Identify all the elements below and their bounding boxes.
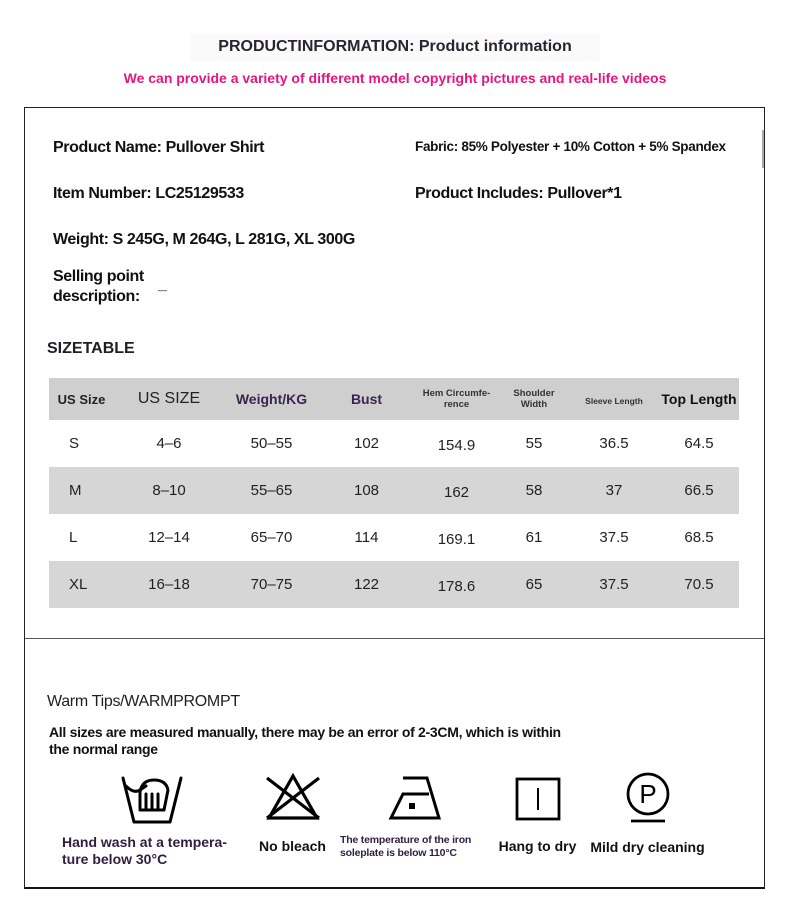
iron-low-icon xyxy=(387,772,443,822)
header-sleeve xyxy=(569,378,659,420)
product-weight: Weight: S 245G, M 264G, L 281G, XL 300G xyxy=(53,231,355,248)
care-hang-dry xyxy=(495,776,580,854)
cell-hem: 154.9 xyxy=(437,436,476,454)
product-fabric: Fabric: 85% Polyester + 10% Cotton + 5% Spandex xyxy=(415,139,726,154)
table-row xyxy=(49,514,739,561)
hand-wash-icon xyxy=(120,772,184,828)
care-label-hand-wash-line1: Hand wash at a tempera- xyxy=(62,834,227,850)
header-sleeve-text: Sleeve Length xyxy=(585,395,643,406)
cell-bust: 122 xyxy=(319,561,414,608)
header-us-size xyxy=(49,378,114,420)
cell-us-size: 16–18 xyxy=(114,561,224,608)
care-label-hand-wash xyxy=(62,834,242,868)
header-top-length-text: Top Length xyxy=(661,390,737,407)
header-hem-line2: rence xyxy=(443,399,470,410)
cell-us-size: 12–14 xyxy=(148,529,190,546)
header-weight-text: Weight/KG xyxy=(235,390,308,407)
care-label-iron xyxy=(340,834,490,860)
cell-weight: 55–65 xyxy=(224,467,319,514)
cell-hem: 162 xyxy=(414,467,499,514)
cell-top-length: 70.5 xyxy=(659,561,739,608)
cell-bust: 108 xyxy=(319,467,414,514)
selling-point-label xyxy=(53,267,144,307)
cell-us-size: 8–10 xyxy=(114,467,224,514)
selling-point-label-line2: description: xyxy=(53,288,140,305)
cell-bust: 102 xyxy=(353,435,380,452)
header-hem xyxy=(414,378,499,420)
mild-dry-clean-icon xyxy=(623,771,673,825)
size-table xyxy=(49,378,739,608)
page-subtitle: We can provide a variety of different model copyright pictures and real-life videos xyxy=(123,70,667,86)
header-shoulder xyxy=(499,378,569,420)
care-label-mild-dry-clean: Mild dry cleaning xyxy=(590,839,705,855)
cell-top-length: 66.5 xyxy=(659,467,739,514)
cell-us-size: 4–6 xyxy=(156,435,182,452)
header-us-size-upper xyxy=(114,378,224,420)
care-iron xyxy=(340,772,490,860)
warm-tips-text: All sizes are measured manually, there may be an error of 2-3CM, which is within the normal range xyxy=(49,724,561,757)
product-name: Product Name: Pullover Shirt xyxy=(53,139,265,156)
cell-size: L xyxy=(69,529,78,546)
header-bust-text: Bust xyxy=(350,390,383,407)
selling-point-value: _ xyxy=(158,276,167,293)
cell-size: XL xyxy=(49,561,114,608)
care-label-iron-line2: soleplate is below 110°C xyxy=(340,847,457,859)
product-includes: Product Includes: Pullover*1 xyxy=(415,185,622,202)
panel-edge-mark xyxy=(762,130,764,168)
care-no-bleach xyxy=(255,772,330,854)
selling-point-label-line1: Selling point xyxy=(53,268,144,285)
cell-top-length: 64.5 xyxy=(684,435,714,452)
cell-hem: 178.6 xyxy=(414,561,499,608)
header-bust xyxy=(319,378,414,420)
cell-sleeve: 37.5 xyxy=(569,561,659,608)
cell-weight: 65–70 xyxy=(250,529,293,546)
warm-tips-title: Warm Tips/WARMPROMPT xyxy=(47,693,240,710)
cell-bust: 114 xyxy=(354,529,379,546)
table-row xyxy=(49,561,739,608)
hang-dry-icon xyxy=(514,776,562,822)
care-hand-wash xyxy=(62,772,242,868)
cell-size: S xyxy=(69,435,80,452)
svg-text:P: P xyxy=(638,779,657,809)
header-shoulder-line2: Width xyxy=(520,399,548,410)
care-mild-dry-clean xyxy=(585,771,710,855)
size-table-title: SIZETABLE xyxy=(47,340,135,357)
size-table-header-row xyxy=(49,378,739,420)
cell-sleeve: 37.5 xyxy=(599,529,629,546)
header-shoulder-line1: Shoulder xyxy=(513,388,555,399)
header-us-size-text: US Size xyxy=(57,391,106,407)
header-weight xyxy=(224,378,319,420)
cell-size: M xyxy=(49,467,114,514)
cell-shoulder: 55 xyxy=(525,435,543,452)
header-us-size-upper-text: US SIZE xyxy=(137,390,201,407)
header-top-length xyxy=(659,378,739,420)
care-label-no-bleach: No bleach xyxy=(259,838,326,854)
no-bleach-icon xyxy=(263,772,323,824)
header-hem-line1: Hem Circumfe- xyxy=(422,388,491,399)
cell-shoulder: 65 xyxy=(499,561,569,608)
cell-shoulder: 61 xyxy=(525,529,543,546)
page-title: PRODUCTINFORMATION: Product information xyxy=(190,33,600,61)
care-label-iron-line1: The temperature of the iron xyxy=(340,834,472,846)
cell-weight: 70–75 xyxy=(224,561,319,608)
cell-hem: 169.1 xyxy=(437,530,476,548)
care-label-hang-dry: Hang to dry xyxy=(498,838,577,854)
cell-sleeve: 37 xyxy=(569,467,659,514)
cell-shoulder: 58 xyxy=(499,467,569,514)
item-number: Item Number: LC25129533 xyxy=(53,185,244,202)
table-row xyxy=(49,420,739,467)
cell-sleeve: 36.5 xyxy=(599,435,629,452)
cell-top-length: 68.5 xyxy=(684,529,714,546)
cell-weight: 50–55 xyxy=(250,435,293,452)
care-label-hand-wash-line2: ture below 30°C xyxy=(62,851,168,867)
table-row xyxy=(49,467,739,514)
